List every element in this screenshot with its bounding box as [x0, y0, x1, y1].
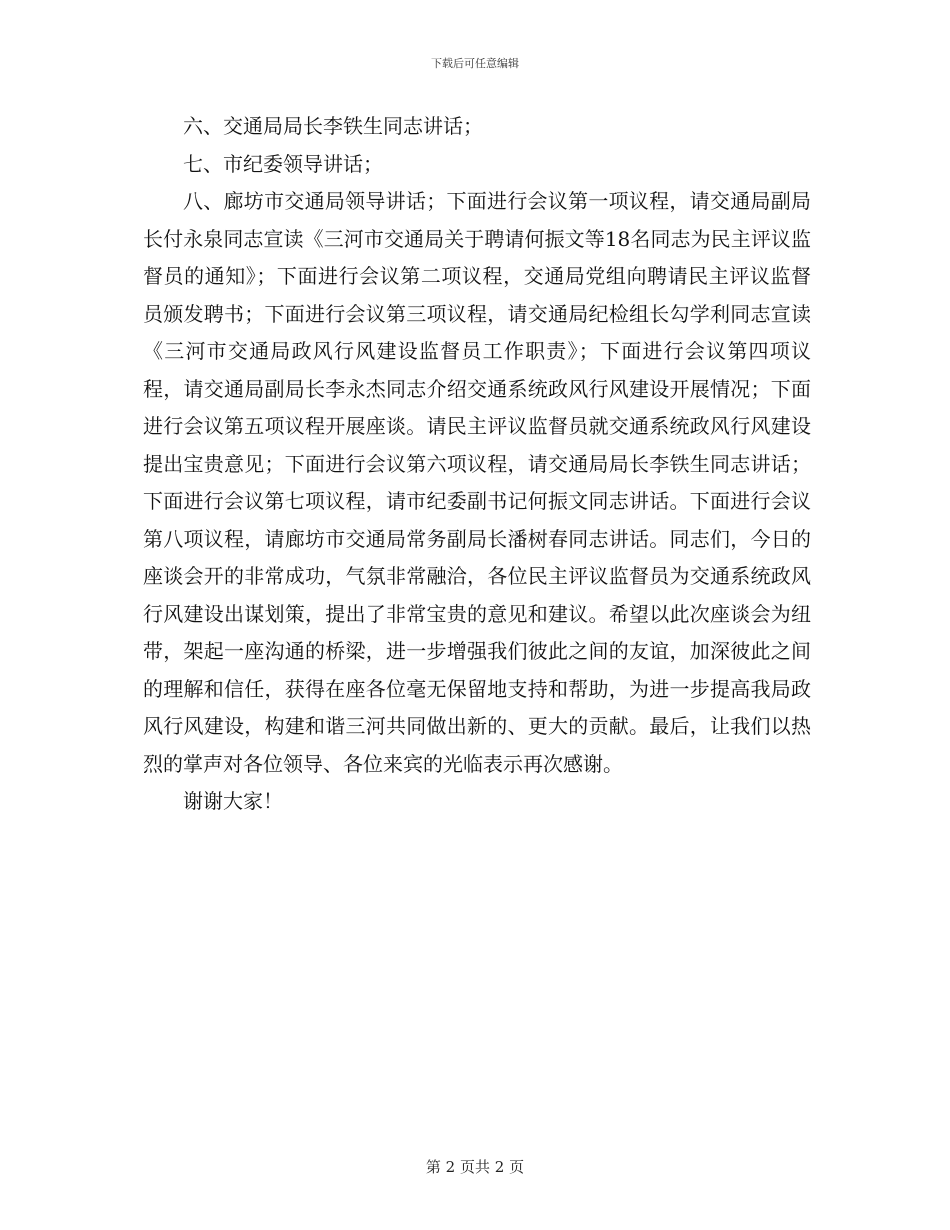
agenda-item-eight-paragraph: 八、廊坊市交通局领导讲话；下面进行会议第一项议程，请交通局副局长付永泉同志宣读《三河市交通局关于聘请何振文等18名同志为民主评议监督员的通知》；下面进行会议第二项议程，交通局党组向聘请民主评议监督员颁发聘书；下面进行会议第三项议程，请交通局纪检组长勾学利同志宣读《三河市交通局政风行风建设监督员工作职责》；下面进行会议第四项议程，请交通局副局长李永杰同志介绍交通系统政风行风建设开展情况；下面进行会议第五项议程开展座谈。请民主评议监督员就交通系统政风行风建设提出宝贵意见；下面进行会议第六项议程，请交通局局长李铁生同志讲话；下面进行会议第七项议程，请市纪委副书记何振文同志讲话。下面进行会议第八项议程，请廊坊市交通局常务副局长潘树春同志讲话。同志们，今日的座谈会开的非常成功，气氛非常融洽，各位民主评议监督员为交通系统政风行风建设出谋划策，提出了非常宝贵的意见和建议。希望以此次座谈会为纽带，架起一座沟通的桥梁，进一步增强我们彼此之间的友谊，加深彼此之间的理解和信任，获得在座各位毫无保留地支持和帮助，为进一步提高我局政风行风建设，构建和谐三河共同做出新的、更大的贡献。最后，让我们以热烈的掌声对各位领导、各位来宾的光临表示再次感谢。: [143, 189, 811, 776]
agenda-item-seven: 七、市纪委领导讲话；: [183, 151, 383, 176]
page-header: 下载后可任意编辑: [431, 57, 519, 70]
document-body: [143, 108, 811, 821]
closing-thanks: 谢谢大家！: [183, 789, 283, 813]
page-footer: 第 2 页共 2 页: [425, 1158, 525, 1176]
agenda-item-six: 六、交通局局长李铁生同志讲话；: [183, 114, 483, 138]
